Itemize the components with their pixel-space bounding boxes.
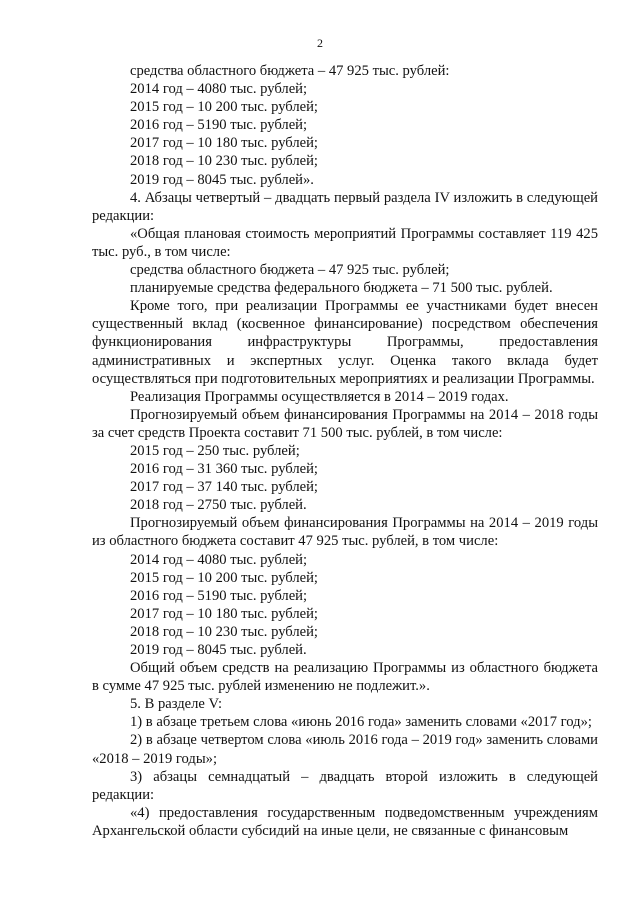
text-line: 2018 год – 10 230 тыс. рублей; (130, 623, 318, 640)
text-line: 2016 год – 5190 тыс. рублей; (130, 587, 308, 604)
text-line: 2014 год – 4080 тыс. рублей; (130, 81, 308, 98)
text-line: 2017 год – 10 180 тыс. рублей; (130, 135, 318, 152)
paragraph: 4. Абзацы четвертый – двадцать первый раздела IV изложить в следующей редакции: (92, 189, 598, 224)
paragraph: «Общая плановая стоимость мероприятий Программы составляет 119 425 тыс. руб., в том числе: (92, 225, 598, 260)
text-line: 2016 год – 5190 тыс. рублей; (130, 117, 308, 134)
text-line: Реализация Программы осуществляется в 2014 – 2019 годах. (130, 388, 509, 405)
text-line: 2018 год – 10 230 тыс. рублей; (130, 153, 318, 170)
text-line: 2015 год – 250 тыс. рублей; (130, 442, 300, 459)
text-line: 2019 год – 8045 тыс. рублей. (130, 642, 307, 658)
page-number: 2 (317, 36, 323, 50)
text-line: планируемые средства федерального бюджета – 71 500 тыс. рублей. (130, 280, 553, 297)
paragraph: 3) абзацы семнадцатый – двадцать второй изложить в следующей редакции: (92, 768, 598, 803)
paragraph: 2) в абзаце четвертом слова «июль 2016 года – 2019 год» заменить словами «2018 – 2019 годы»; (92, 732, 598, 767)
text-line: средства областного бюджета – 47 925 тыс. рублей: (130, 63, 450, 79)
text-line: 2015 год – 10 200 тыс. рублей; (130, 99, 318, 116)
paragraph: Прогнозируемый объем финансирования Программы на 2014 – 2018 годы за счет средств Проекта составит 71 500 тыс. рублей, в том числе: (92, 406, 598, 441)
paragraph: «4) предоставления государственным подведомственным учреждениям Архангельской области субсидий на иные цели, не связанные с финансовым (92, 804, 598, 839)
text-line: 2017 год – 37 140 тыс. рублей; (130, 479, 318, 496)
text-line: 2014 год – 4080 тыс. рублей; (130, 551, 308, 568)
text-line: 2016 год – 31 360 тыс. рублей; (130, 461, 318, 478)
paragraph: Общий объем средств на реализацию Программы из областного бюджета в сумме 47 925 тыс. рублей изменению не подлежит.». (92, 660, 598, 695)
text-line: 2015 год – 10 200 тыс. рублей; (130, 569, 318, 586)
text-line: 5. В разделе V: (130, 696, 223, 713)
paragraph: Прогнозируемый объем финансирования Программы на 2014 – 2019 годы из областного бюджета составит 47 925 тыс. рублей, в том числе: (92, 515, 598, 550)
text-line: средства областного бюджета – 47 925 тыс. рублей; (130, 262, 450, 279)
document-body (92, 62, 598, 840)
text-line: 2018 год – 2750 тыс. рублей. (130, 497, 307, 514)
paragraph: 1) в абзаце третьем слова «июнь 2016 года» заменить словами «2017 год»; (130, 714, 592, 731)
paragraph: Кроме того, при реализации Программы ее участниками будет внесен существенный вклад (косвенное финансирование) посредством обеспечения функционирования инфраструктуры Программы, предоставления административных и экспертных услуг. Оценка такого вклада будет осуществляться при подготовительных мероприятиях и реализации Программы. (92, 298, 598, 387)
text-line: 2017 год – 10 180 тыс. рублей; (130, 605, 318, 622)
text-line: 2019 год – 8045 тыс. рублей». (130, 171, 314, 188)
